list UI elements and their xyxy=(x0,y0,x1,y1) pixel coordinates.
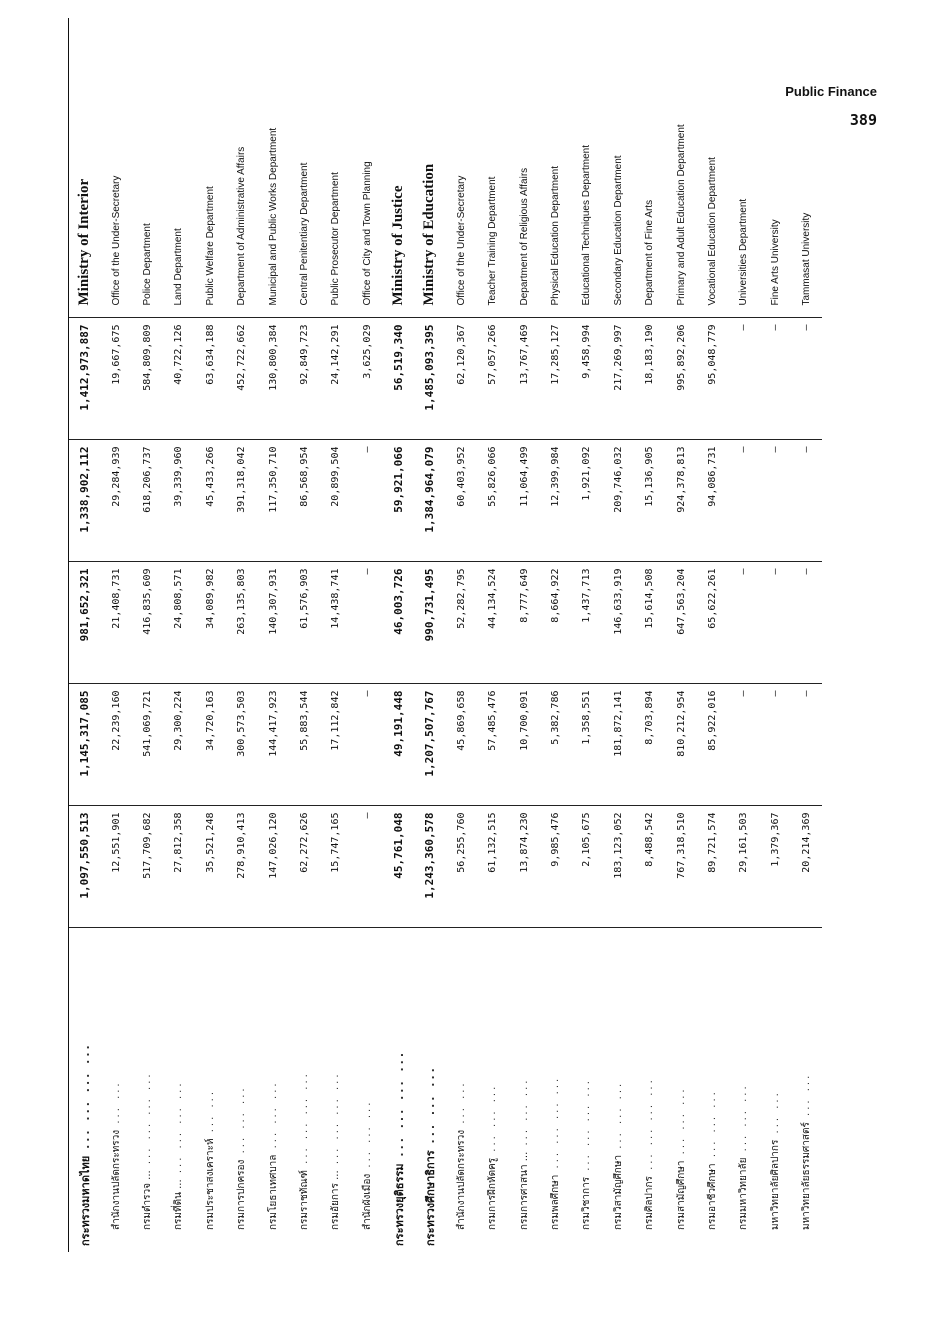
english-name-cell: Ministry of Education xyxy=(414,18,445,318)
amount-cell: 147,026,120 xyxy=(257,806,288,928)
amount-cell: 56,255,760 xyxy=(446,806,477,928)
leader-dots: ... ... ... ... xyxy=(298,1071,310,1171)
amount-cell: — xyxy=(352,562,383,684)
amount-cell: 517,709,682 xyxy=(132,806,163,928)
amount-cell: 86,568,954 xyxy=(289,440,320,562)
leader-dots: ... ... xyxy=(204,1089,216,1139)
english-name-cell: Teacher Training Department xyxy=(477,18,508,318)
amount-cell: 46,003,726 xyxy=(383,562,414,684)
amount-cell: 1,207,507,767 xyxy=(414,684,445,806)
thai-name: กรมประชาสงเคราะห์ xyxy=(204,1138,216,1230)
leader-dots: ... ... ... ... xyxy=(392,1049,406,1164)
english-name-cell: Department of Administrative Affairs xyxy=(226,18,257,318)
amount-cell: 94,086,731 xyxy=(697,440,728,562)
thai-name-cell xyxy=(665,928,696,1252)
department-row xyxy=(289,18,320,1252)
amount-cell: — xyxy=(791,318,822,440)
amount-cell: 45,869,658 xyxy=(446,684,477,806)
amount-cell: 1,358,551 xyxy=(571,684,602,806)
amount-cell: 391,318,042 xyxy=(226,440,257,562)
amount-cell: 1,338,902,112 xyxy=(69,440,101,562)
thai-name-cell xyxy=(414,928,445,1252)
thai-name-cell xyxy=(540,928,571,1252)
amount-cell: 34,089,982 xyxy=(195,562,226,684)
amount-cell: 647,563,204 xyxy=(665,562,696,684)
thai-name: กรมโยธาเทศบาล xyxy=(267,1154,279,1230)
amount-cell: 15,614,508 xyxy=(634,562,665,684)
thai-name: กระทรวงยุติธรรม xyxy=(392,1163,406,1246)
amount-cell: 8,777,649 xyxy=(508,562,539,684)
leader-dots: ... ... ... ... xyxy=(550,1075,562,1175)
amount-cell: 5,382,786 xyxy=(540,684,571,806)
department-row xyxy=(760,18,791,1252)
thai-name: กรมราชทัณฑ์ xyxy=(298,1170,310,1230)
amount-cell: 584,809,809 xyxy=(132,318,163,440)
amount-cell: 146,633,919 xyxy=(603,562,634,684)
english-name-cell: Vocational Education Department xyxy=(697,18,728,318)
amount-cell: 17,112,842 xyxy=(320,684,351,806)
department-row xyxy=(697,18,728,1252)
leader-dots: ... ... ... xyxy=(267,1080,279,1155)
amount-cell: 15,747,165 xyxy=(320,806,351,928)
amount-cell: 62,120,367 xyxy=(446,318,477,440)
amount-cell: 11,064,499 xyxy=(508,440,539,562)
amount-cell: — xyxy=(760,562,791,684)
amount-cell: 1,379,367 xyxy=(760,806,791,928)
leader-dots: ... ... ... xyxy=(236,1085,248,1160)
amount-cell: 1,921,092 xyxy=(571,440,602,562)
amount-cell: 45,761,048 xyxy=(383,806,414,928)
department-row xyxy=(226,18,257,1252)
department-row xyxy=(791,18,822,1252)
english-name-cell: Physical Education Department xyxy=(540,18,571,318)
english-name-cell: Primary and Adult Education Department xyxy=(665,18,696,318)
amount-cell: — xyxy=(728,318,759,440)
page-number: 389 xyxy=(849,111,877,129)
amount-cell: 452,722,662 xyxy=(226,318,257,440)
thai-name: กระทรวงศึกษาธิการ xyxy=(423,1150,437,1246)
thai-name-cell xyxy=(132,928,163,1252)
amount-cell: 52,282,795 xyxy=(446,562,477,684)
amount-cell: 59,921,066 xyxy=(383,440,414,562)
amount-cell: 85,922,016 xyxy=(697,684,728,806)
amount-cell: 9,985,476 xyxy=(540,806,571,928)
thai-name-cell xyxy=(791,928,822,1252)
thai-name-cell xyxy=(634,928,665,1252)
amount-cell: 209,746,032 xyxy=(603,440,634,562)
thai-name: กรมพลศึกษา xyxy=(550,1174,562,1230)
thai-name-cell xyxy=(163,928,194,1252)
amount-cell: 34,720,163 xyxy=(195,684,226,806)
thai-name: สำนักงานปลัดกระทรวง xyxy=(110,1129,122,1230)
budget-table xyxy=(68,18,822,1252)
amount-cell: 1,437,713 xyxy=(571,562,602,684)
english-name-cell: Office of City and Town Planning xyxy=(352,18,383,318)
amount-cell: 20,899,504 xyxy=(320,440,351,562)
english-name-cell: Land Department xyxy=(163,18,194,318)
amount-cell: 130,800,384 xyxy=(257,318,288,440)
english-name-cell: Ministry of Interior xyxy=(69,18,101,318)
thai-name-cell xyxy=(289,928,320,1252)
english-name-cell: Educational Techniques Department xyxy=(571,18,602,318)
amount-cell: 19,667,675 xyxy=(100,318,131,440)
amount-cell: 57,057,266 xyxy=(477,318,508,440)
department-row xyxy=(352,18,383,1252)
english-name-cell: Universities Department xyxy=(728,18,759,318)
thai-name-cell xyxy=(320,928,351,1252)
amount-cell: 541,069,721 xyxy=(132,684,163,806)
amount-cell: 1,097,550,513 xyxy=(69,806,101,928)
amount-cell: 92,849,723 xyxy=(289,318,320,440)
leader-dots: ... ... ... xyxy=(423,1065,437,1151)
amount-cell: — xyxy=(352,684,383,806)
thai-name: กรมอาชีวศึกษา xyxy=(707,1163,718,1230)
thai-name: มหาวิทยาลัยธรรมศาสตร์ xyxy=(801,1122,813,1230)
thai-name-cell xyxy=(383,928,414,1252)
amount-cell: 263,135,803 xyxy=(226,562,257,684)
amount-cell: 35,521,248 xyxy=(195,806,226,928)
amount-cell: — xyxy=(728,684,759,806)
leader-dots: ... ... ... xyxy=(707,1089,718,1164)
amount-cell: 44,134,524 xyxy=(477,562,508,684)
thai-name: มหาวิทยาลัยศิลปากร xyxy=(769,1139,781,1230)
thai-name: กรมอัยการ ... xyxy=(330,1170,342,1230)
english-name-cell: Office of the Under-Secretary xyxy=(446,18,477,318)
amount-cell: — xyxy=(791,562,822,684)
amount-cell: 8,664,922 xyxy=(540,562,571,684)
amount-cell: 217,269,997 xyxy=(603,318,634,440)
thai-name: กระทรวงมหาดไทย xyxy=(78,1155,92,1246)
amount-cell: 767,318,510 xyxy=(665,806,696,928)
amount-cell: 9,458,994 xyxy=(571,318,602,440)
english-name-cell: Secondary Education Department xyxy=(603,18,634,318)
amount-cell: 8,703,894 xyxy=(634,684,665,806)
thai-name: กรมตำรวจ ... xyxy=(141,1170,153,1230)
amount-cell: 1,243,360,578 xyxy=(414,806,445,928)
leader-dots: ... ... xyxy=(769,1090,781,1140)
amount-cell: 300,573,503 xyxy=(226,684,257,806)
leader-dots: ... ... ... xyxy=(738,1083,750,1158)
amount-cell: 24,142,291 xyxy=(320,318,351,440)
leader-dots: ... ... xyxy=(455,1080,467,1130)
thai-name-cell xyxy=(697,928,728,1252)
leader-dots: ... ... ... ... xyxy=(173,1080,185,1180)
amount-cell: 63,634,188 xyxy=(195,318,226,440)
department-row xyxy=(665,18,696,1252)
department-row xyxy=(163,18,194,1252)
amount-cell: 61,576,903 xyxy=(289,562,320,684)
amount-cell: 10,700,091 xyxy=(508,684,539,806)
ministry-row xyxy=(414,18,445,1252)
amount-cell: 27,812,358 xyxy=(163,806,194,928)
amount-cell: 29,300,224 xyxy=(163,684,194,806)
leader-dots: ... ... ... ... xyxy=(644,1077,656,1177)
english-name-cell: Police Department xyxy=(132,18,163,318)
rotated-table-container xyxy=(68,124,884,1252)
english-name-cell: Department of Fine Arts xyxy=(634,18,665,318)
amount-cell: 1,485,093,395 xyxy=(414,318,445,440)
leader-dots: ... ... xyxy=(110,1080,122,1130)
thai-name: กรมวิชาการ xyxy=(581,1176,593,1230)
department-row xyxy=(446,18,477,1252)
amount-cell: 14,438,741 xyxy=(320,562,351,684)
amount-cell: 49,191,448 xyxy=(383,684,414,806)
department-row xyxy=(634,18,665,1252)
thai-name: กรมวิสามัญศึกษา xyxy=(612,1154,624,1230)
amount-cell: 45,433,266 xyxy=(195,440,226,562)
thai-name-cell xyxy=(728,928,759,1252)
amount-cell: 416,835,609 xyxy=(132,562,163,684)
leader-dots: ... ... ... xyxy=(518,1077,530,1152)
department-row xyxy=(257,18,288,1252)
thai-name: กรมการปกครอง xyxy=(236,1159,248,1230)
thai-name-cell xyxy=(352,928,383,1252)
amount-cell: — xyxy=(760,318,791,440)
department-row xyxy=(195,18,226,1252)
thai-name-cell xyxy=(477,928,508,1252)
department-row xyxy=(728,18,759,1252)
amount-cell: 924,378,813 xyxy=(665,440,696,562)
amount-cell: 56,519,340 xyxy=(383,318,414,440)
thai-name: สำนักงานปลัดกระทรวง xyxy=(455,1129,467,1230)
amount-cell: 57,485,476 xyxy=(477,684,508,806)
department-row xyxy=(100,18,131,1252)
amount-cell: 55,883,544 xyxy=(289,684,320,806)
amount-cell: 21,408,731 xyxy=(100,562,131,684)
thai-name: สำนักผังเมือง xyxy=(361,1173,373,1230)
amount-cell: — xyxy=(760,440,791,562)
amount-cell: 1,384,964,079 xyxy=(414,440,445,562)
ministry-row xyxy=(69,18,101,1252)
leader-dots: ... ... ... ... xyxy=(581,1078,593,1177)
amount-cell: 62,272,626 xyxy=(289,806,320,928)
thai-name-cell xyxy=(446,928,477,1252)
english-name-cell: Municipal and Public Works Department xyxy=(257,18,288,318)
department-row xyxy=(132,18,163,1252)
thai-name-cell xyxy=(257,928,288,1252)
amount-cell: 29,161,503 xyxy=(728,806,759,928)
amount-cell: — xyxy=(352,806,383,928)
department-row xyxy=(540,18,571,1252)
amount-cell: 18,183,190 xyxy=(634,318,665,440)
amount-cell: 1,145,317,085 xyxy=(69,684,101,806)
amount-cell: 144,417,923 xyxy=(257,684,288,806)
amount-cell: 618,206,737 xyxy=(132,440,163,562)
amount-cell: 8,488,542 xyxy=(634,806,665,928)
department-row xyxy=(320,18,351,1252)
leader-dots: ... ... ... ... xyxy=(78,1042,92,1156)
thai-name-cell xyxy=(100,928,131,1252)
table-body xyxy=(69,18,823,1252)
amount-cell: 22,239,160 xyxy=(100,684,131,806)
amount-cell: 55,826,066 xyxy=(477,440,508,562)
thai-name-cell xyxy=(760,928,791,1252)
amount-cell: 2,105,675 xyxy=(571,806,602,928)
leader-dots: ... ... ... ... xyxy=(141,1071,153,1171)
amount-cell: 24,808,571 xyxy=(163,562,194,684)
amount-cell: 981,652,321 xyxy=(69,562,101,684)
amount-cell: 12,551,901 xyxy=(100,806,131,928)
amount-cell: 117,350,710 xyxy=(257,440,288,562)
english-name-cell: Fine Arts University xyxy=(760,18,791,318)
leader-dots: ... ... ... ... xyxy=(330,1071,342,1171)
leader-dots: ... ... ... xyxy=(361,1099,373,1174)
english-name-cell: Public Welfare Department xyxy=(195,18,226,318)
thai-name-cell xyxy=(195,928,226,1252)
amount-cell: 95,048,779 xyxy=(697,318,728,440)
amount-cell: 183,123,052 xyxy=(603,806,634,928)
amount-cell: 13,874,230 xyxy=(508,806,539,928)
amount-cell: 39,339,960 xyxy=(163,440,194,562)
amount-cell: 278,910,413 xyxy=(226,806,257,928)
amount-cell: 40,722,126 xyxy=(163,318,194,440)
amount-cell: 65,622,261 xyxy=(697,562,728,684)
thai-name: กรมการศาสนา ... xyxy=(518,1151,530,1230)
amount-cell: — xyxy=(352,440,383,562)
thai-name: กรมที่ดิน ... xyxy=(173,1179,185,1230)
amount-cell: 12,399,984 xyxy=(540,440,571,562)
amount-cell: — xyxy=(791,440,822,562)
leader-dots: ... ... ... xyxy=(487,1083,499,1158)
running-head: Public Finance xyxy=(785,84,877,99)
thai-name-cell xyxy=(69,928,101,1252)
department-row xyxy=(571,18,602,1252)
amount-cell: — xyxy=(728,440,759,562)
amount-cell: 13,767,469 xyxy=(508,318,539,440)
amount-cell: 15,136,905 xyxy=(634,440,665,562)
amount-cell: 1,412,973,887 xyxy=(69,318,101,440)
ministry-row xyxy=(383,18,414,1252)
leader-dots: ... ... xyxy=(801,1072,813,1123)
leader-dots: ... ... ... xyxy=(675,1086,687,1161)
amount-cell: 17,285,127 xyxy=(540,318,571,440)
thai-name: กรมศิลปากร xyxy=(644,1176,656,1230)
department-row xyxy=(603,18,634,1252)
english-name-cell: Department of Religious Affairs xyxy=(508,18,539,318)
thai-name: กรมสามัญศึกษา xyxy=(675,1160,687,1230)
thai-name-cell xyxy=(508,928,539,1252)
english-name-cell: Tammasat University xyxy=(791,18,822,318)
amount-cell: 29,284,939 xyxy=(100,440,131,562)
thai-name: กรมการฝึกหัดครู xyxy=(487,1157,499,1230)
amount-cell: 181,872,141 xyxy=(603,684,634,806)
english-name-cell: Central Penitentiary Department xyxy=(289,18,320,318)
amount-cell: 20,214,369 xyxy=(791,806,822,928)
amount-cell: 3,625,029 xyxy=(352,318,383,440)
amount-cell: — xyxy=(728,562,759,684)
amount-cell: 61,132,515 xyxy=(477,806,508,928)
department-row xyxy=(477,18,508,1252)
thai-name-cell xyxy=(571,928,602,1252)
leader-dots: ... ... ... xyxy=(612,1080,624,1155)
english-name-cell: Ministry of Justice xyxy=(383,18,414,318)
english-name-cell: Office of the Under-Secretary xyxy=(100,18,131,318)
amount-cell: 990,731,495 xyxy=(414,562,445,684)
amount-cell: 995,892,206 xyxy=(665,318,696,440)
english-name-cell: Public Prosecutor Department xyxy=(320,18,351,318)
thai-name-cell xyxy=(603,928,634,1252)
amount-cell: — xyxy=(760,684,791,806)
amount-cell: 60,403,952 xyxy=(446,440,477,562)
department-row xyxy=(508,18,539,1252)
thai-name-cell xyxy=(226,928,257,1252)
amount-cell: 140,307,931 xyxy=(257,562,288,684)
amount-cell: 810,212,954 xyxy=(665,684,696,806)
thai-name: กรมมหาวิทยาลัย xyxy=(738,1157,750,1230)
amount-cell: 89,721,574 xyxy=(697,806,728,928)
amount-cell: — xyxy=(791,684,822,806)
